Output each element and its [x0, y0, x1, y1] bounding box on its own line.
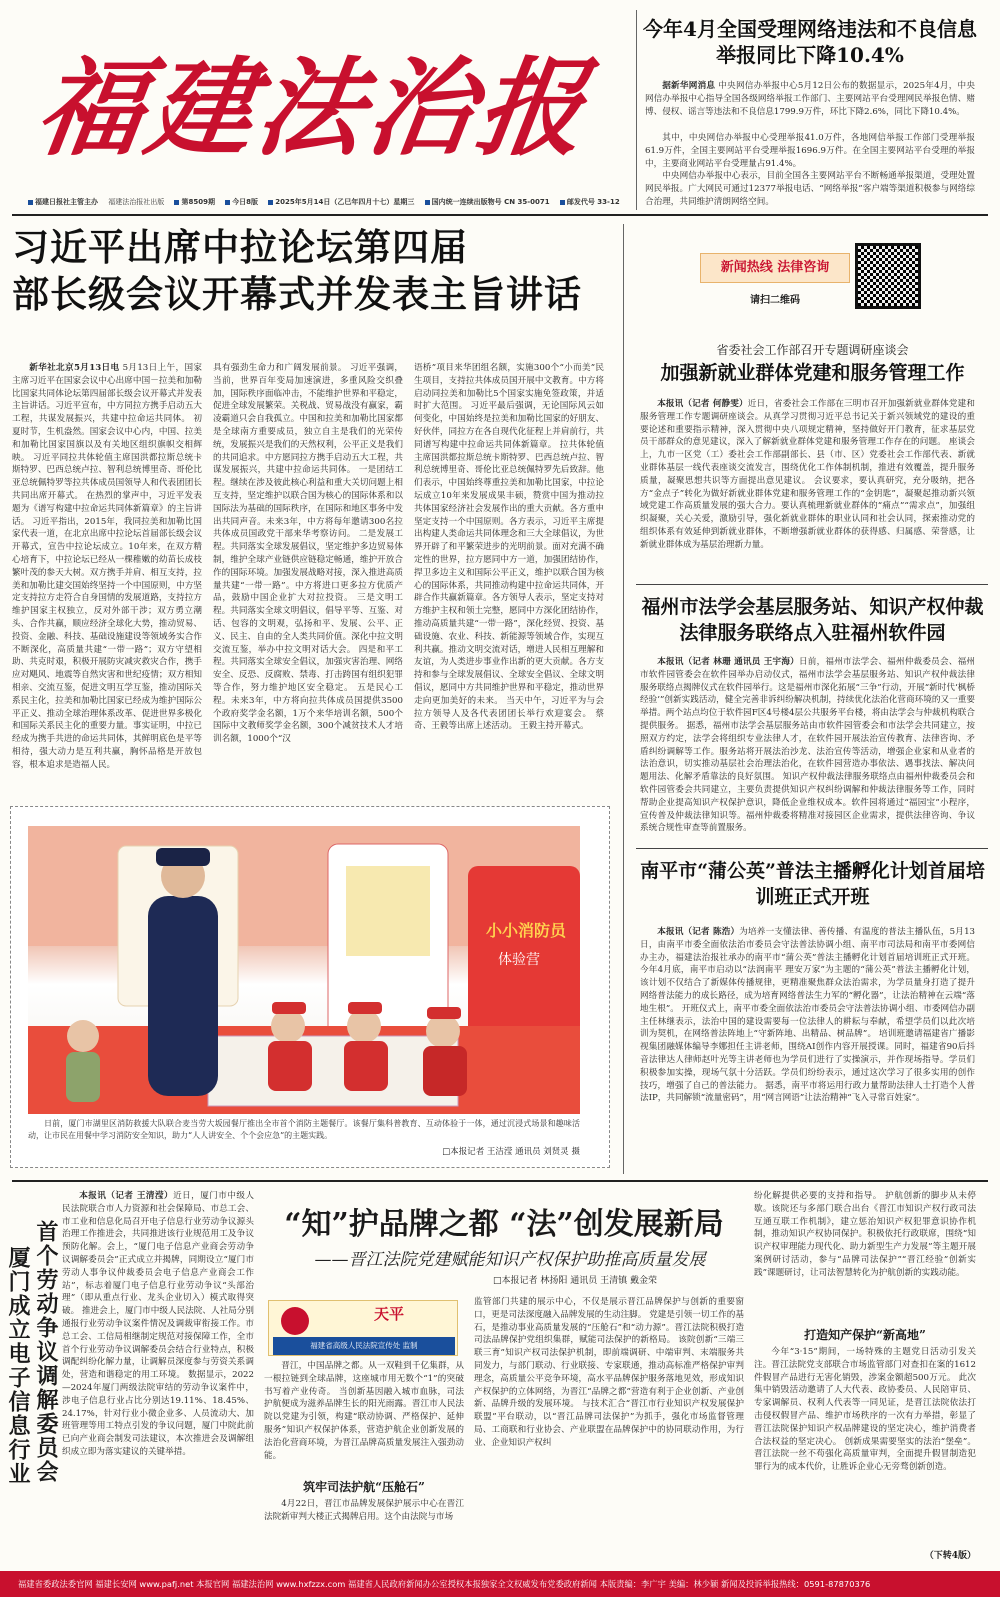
meta-item: 今日8版 [225, 198, 258, 206]
photo-credit: □本报记者 王洁滢 通讯员 刘贤灵 摄 [442, 1147, 580, 1157]
bottom-left-title-col1: 首个劳动争议调解委员会 [33, 1220, 59, 1484]
photo-caption: 日前，厦门市湖里区消防救援大队联合麦当劳大坂园餐厅推出全市首个消防主题餐厅。该餐厅集科普教育、互动体验于一体，通过沉浸式场景和趣味活动，让市民在用餐中学习消防安全知识，助力“人人讲安全、个个会应急”的主题实践。 [28, 1119, 580, 1140]
column-divider [623, 224, 624, 1174]
story-a-title: 加强新就业群体党建和服务管理工作 [660, 362, 965, 384]
court-logo-text: 天平 [373, 1305, 404, 1323]
meta-item: 第8509期 [174, 198, 214, 206]
top-story-title: 今年4月全国受理网络违法和不良信息举报同比下降10.4% [643, 17, 977, 67]
photo-illustration [28, 826, 580, 1114]
lead-story-col2: 具有强劲生命力和广阔发展前景。 习近平强调，当前，世界百年变局加速演进，多重风险交织叠加，国际秩序面临冲击，不能维护世界和平稳定，促进全球发展繁荣。关税战、贸易战没有赢家，霸凌霸道只会自我孤立。中国和拉美和加勒比国家都是全球南方重要成员，独立自主是我们的光荣传统，发展振兴是我们的天然权利，公平正义是我们的共同追求。中方愿同拉方携手启动五大工程，共谋发展振兴，共建中拉命运共同体。 一是团结工程。继续在涉及彼此核心利益和重大关切问题上相互支持，坚定维护以联合国为核心的国际体系和以国际法为基础的国际秩序，在国际和地区事务中发出共同声音。未来3年，中方将每年邀请300名拉共体成员国政党干部来华考察访问。 二是发展工程。共同落实全球发展倡议，坚定维护多边贸易体制，维护全球产业链供应链稳定畅通，维护开放合作的国际环境。加强发展战略对接，深入推进高质量共建“一带一路”。中方将进口更多拉方优质产品，鼓励中国企业扩大对拉投资。 三是文明工程。共同落实全球文明倡议，倡导平等、互鉴、对话、包容的文明观，弘扬和平、发展、公平、正义、民主、自由的全人类共同价值。深化中拉文明交流互鉴，举办中拉文明对话大会。 四是和平工程。共同落实全球安全倡议，加强灾害治理、网络安全、反恐、反腐败、禁毒、打击跨国有组织犯罪等合作，努力维护地区安全稳定。 五是民心工程。未来3年，中方将向拉共体成员国提供3500个政府奖学金名额，1万个来华培训名额，500个国际中文教师奖学金名额，300个减贫技术人才培训名额，1000个“汉 [213, 363, 403, 745]
masthead-meta-bar [28, 197, 628, 211]
feature-subhead2: 打造知产保护“新高地” [804, 1328, 926, 1342]
bottom-left-body: 本报讯（记者 王清滢）近日，厦门市中级人民法院联合市人力资源和社会保障局、市总工会、市工业和信息化局召开电子信息行业劳动争议源头治理工作推进会，共同推进该行业规范用工及争议预防化解。会上，“厦门电子信息产业商会劳动争议调解委员会”正式成立并揭牌，同期设立“厦门市劳动人事争议仲裁委员会电子信息产业商会工作站”，标志着厦门电子信息行业劳动争议“头部治理”（即从重点行业、龙头企业切入）模式取得突破。 推进会上，厦门市中级人民法院、人社局分别通报行业劳动争议案件情况及调裁审衔接工作。市总工会、工信局相继制定规范对接保障工作，全市首个行业劳动争议调解委员会结合行业特点，积极调配纠纷化解力量，让调解员深度参与劳资关系调处，营造和谐稳定的用工环境。 数据显示，2022—2024年厦门两级法院审结的劳动争议案件中，涉电子信息行业占比分别达19.11%、18.45%、24.17%，针对行业小微企业多、人员流动大、加班管理等用工特点引发的争议问题，厦门中院此前已向产业商会制发司法建议，本次推进会及调解组织成立即为落实建议的关键举措。 [62, 1191, 254, 1457]
story-divider [636, 848, 988, 849]
feature-subtitle: ——晋江法院党建赋能知识产权保护助推高质量发展 [314, 1250, 706, 1270]
masthead-divider [12, 214, 988, 216]
story-c-body: 本报讯（记者 陈浩）为培养一支懂法律、善传播、有温度的普法主播队伍，5月13日，由南平市委全面依法治市委员会守法普法协调小组、南平市司法局和南平市委网信办主办，福建法治报社承办的南平市“蒲公英”普法主播孵化计划首届培训班正式开班。 今年4月底，南平市启动以“法润南平 理安万家”为主题的“蒲公英”普法主播孵化计划，该计划不仅结合了新媒体传播规律，更精准聚焦群众法治需求，为学员量身打造了提升网络普法能力的成长路径，成为培育网络普法生力军的“孵化器”，让法治精神在云端“落地生根”。 开班仪式上，南平市委全面依法治市委员会守法普法协调小组、市委网信办副主任林继表示，法治中国的建设需要每一位法律人的耕耘与奉献，希望学员们以此次培训为契机，在网络普法阵地上“守新阵地、出精品、树品牌”。 培训班邀请福建省广播影视集团融媒体编导李娜担任主讲老师，围绕AI创作内容开展授课。同时，福建省90后抖音法律达人律师赵叶光等主讲老师也为学员们进行了实操演示，并作现场指导。学员们积极参加实操，现场气氛十分活跃。学员们纷纷表示，通过这次学习了很多实用的创作技巧，增强了自己的普法能力。 据悉，南平市将运用行政力量帮助法律人士打造个人普法IP，共同解锁“流量密码”，用“网言网语”让法治精神“飞入寻常百姓家”。 [640, 927, 975, 1104]
column-divider [636, 10, 637, 210]
top-story-p2: 其中，中央网信办举报中心受理举报41.0万件，各地网信举报工作部门受理举报61.9万件，全国主要网站平台受理举报1696.9万件。在全国主要网站平台受理的举报中，主要商业网站平台受理量占91.4%。 [645, 133, 975, 169]
feature-byline: □本报记者 林扬阳 通讯员 王清镇 戴金荣 [493, 1276, 657, 1286]
masthead-logo [29, 28, 628, 193]
page-headline [12, 224, 612, 318]
top-story-lead: 据新华网消息 [662, 81, 716, 91]
feature-col1-top: 晋江，中国品牌之都。从一双鞋到千亿集群，从一根拉链到全球品牌，这座城市用无数个“1”的突破书写着产业传奇。 当创新基因融入城市血脉，司法护航便成为滋养品牌生长的阳光雨露。晋江市人民法院以党建为引领，构建“联动协调、严格保护、延伸服务”知识产权保护体系，营造护航企业创新发展的法治化营商环境，为晋江品牌高质量发展注入强劲动能。 [264, 1361, 464, 1461]
feature-col2: 监管部门共建的展示中心，不仅是展示晋江品牌保护与创新的重要窗口，更是司法深度融入品牌发展的生动注脚。 党建是引领一切工作的基石，是推动事业高质量发展的“压舱石”和“动力源”。晋江法院积极打造司法品牌保护党组织集群，赋能司法保护的新格局。 该院创新“三端三联三育”知识产权司法保护机制，即前端调研、中端审判、末端服务共同发力，与部门联动、行业联接、专家联通，推动高标准严格保护审判理念，高质量公平竞争环境，高水平品牌保护服务落地见效，形成知识产权保护的立体网络，为晋江“品牌之都”营造有利于企业创新、产业创新、品牌升级的发展环境。 与技术汇合“晋江市行业知识产权发展保护联盟”平台联动，以“晋江品牌司法保护”为抓手，强化市场监督管理局、工商联和行业协会、产业联盟在品牌保护中的协同联动作用，为行业、企业知识产权纠 [474, 1297, 744, 1448]
top-story-body: 据新华网消息 中央网信办举报中心5月12日公布的数据显示，2025年4月，中央网信办举报中心指导全国各级网络举报工作部门、主要网站平台受理网民举报色情、赌博、侵权、谣言等违法和不良信息1799.9万件，环比下降2.6%，同比下降10.4%。 其中，中央网信办举报中心受理举报41.0万件，各地网信举报工作部门受理举报61.9万件，全国主要网站平台受理举报1696.9万件。在全国主要网站平台受理的举报中，主要商业网站平台受理量占91.4%。 中央网信办举报中心表示，目前全国各主要网站平台不断畅通举报渠道，受理处置网民举报。广大网民可通过12377举报电话、“网络举报”客户端等渠道积极参与网络综合治理，共同维护清朗网络空间。 [645, 81, 975, 207]
photo-sign-text: 小小消防员 [486, 921, 567, 940]
story-b-body: 本报讯（记者 林珊 通讯员 王宇海）日前，福州市法学会、福州仲裁委员会、福州市软件园管委会在软件园举办启动仪式，福州市法学会基层服务站、知识产权仲裁法律服务联络点揭牌仪式在软件园举行。这是福州市深化拓展“三争”行动，开展“新时代‘枫桥经验’”创新实践活动，健全完善非诉纠纷解决机制，持续优化法治化营商环境的又一重要举措。两个站点均位于软件园F区4号楼4层公共服务平台楼，将由法学会与仲裁机构联合提供服务。 据悉，福州市法学会基层服务站由市软件园管委会和市法学会共同建立，按照双方约定，法学会将组织专业法律人才，在软件园开展法治宣传教育、法律咨询、矛盾纠纷调解等工作。服务站将开展法治沙龙、法治宣传等活动，增强企业家和从业者的法治意识，切实推动基层社会治理法治化，在软件园营造办事依法、遇事找法、解决问题用法、化解矛盾靠法的良好氛围。 知识产权仲裁法律服务联络点由福州仲裁委员会和软件园管委会共同建立，主要负责提供知识产权纠纷调解和仲裁法律服务等工作，同时帮助企业提高知识产权保护意识，降低企业维权成本。软件园将通过“福园宝”小程序，宣传普及仲裁法律知识等。福州仲裁委将精准对接园区企业需求，提供法律咨询、争议系统合规性审查等前置服务。 [640, 657, 975, 834]
meta-item: 福建日报社主管主办 [28, 198, 98, 206]
hotline-label: 新闻热线 法律咨询 [720, 260, 830, 275]
story-b-title: 福州市法学会基层服务站、知识产权仲裁法律服务联络点入驻福州软件园 [641, 596, 984, 644]
masthead-name: 福建法治报 [29, 45, 597, 170]
section-divider [12, 1180, 988, 1182]
hotline-sub: 请扫二维码 [750, 295, 800, 306]
footer-bar[interactable]: 福建省委政法委官网 福建长安网 www.pafj.net 本报官网 福建法治网 www.hxfzzx.com 福建省人民政府新闻办公室授权本报独家全文权威发布党委政府新闻 本版责编：李广宇 美编：林少颖 新闻及投诉举报热线：0591-87870376 [0, 1571, 1000, 1597]
story-a-body: 本报讯（记者 何静雯）近日，省委社会工作部在三明市召开加强新就业群体党建和服务管理工作专题调研座谈会。从真学习贯彻习近平总书记关于新兴领域党的建设的重要论述和重要指示精神，深入贯彻中央八项规定精神，坚持做好开门教育，征求基层党员干部群众的意见建议，深入了解新就业群体党建和服务管理工作存在的问题。 座谈会上，九市一区党（工）委社会工作部副部长、县（市、区）党委社会工作部代表、新就业群体基层一线代表座谈交流发言，围绕优化工作体制机制，推进有效覆盖，提升服务质量，凝聚思想共识等方面提出意见建议。 会议要求，要认真研究，充分吸纳，把各方“金点子”转化为做好新就业群体党建和服务管理工作的“金钥匙”，凝聚起推动新兴领域党建工作高质量发展的强大合力。要认真梳理新就业群体的“痛点”“需求点”，加强组织凝聚，关心关爱，激励引导，强化新就业群体的职业认同和社会认同，探索推动党的组织体系有效延伸到新就业群体，不断增强新就业群体的获得感、归属感、荣誉感，让新就业群体成为基层治理新力量。 [640, 399, 975, 550]
court-logo [268, 1300, 458, 1356]
meta-item: 国内统一连续出版物号 CN 35-0071 [425, 198, 550, 206]
feature-col3-top: 纷化解提供必要的支持和指导。 护航创新的脚步从未停歇。该院还与多部门联合出台《晋江市知识产权行政司法互通互联工作机制》，建立惩治知识产权犯罪意识协作机制，推动知识产权协同保护。积极依托行政联席，围绕“知识产权审理能力现代化、助力新型生产力发展”等主题开展案例研讨活动，参与“品牌司法保护”“晋江经验”创新实践”课题研讨，让司法智慧转化为护航创新的实践动能。 [754, 1191, 976, 1278]
headline-line1: 习近平出席中拉论坛第四届 [12, 225, 468, 269]
feature-col1-bottom: 4月22日，晋江市品牌发展保护展示中心在晋江法院新审判大楼正式揭牌启用。这个由法院与市场 [264, 1499, 464, 1522]
feature-col3-bottom: 今年“3·15”期间，一场特殊的主题党日活动引发关注。晋江法院党支部联合市场监管部门对查扣在案的1612件假冒产品进行无害化销毁，涉案金额超500万元。 此次集中销毁活动邀请了人大代表、政协委员、人民陪审员、专家调解员、权利人代表等一同见证，是晋江法院依法打击侵权假冒产品、维护市场秩序的一次有力举措，彰显了晋江法院保护知识产权品牌建设的坚定决心，维护消费者合法权益的坚定决心。 创新成果需要坚实的法治“堡垒”。晋江法院一丝不苟强化高质量审判，全面提升假冒制造犯罪行为的成本代价，让胜诉企业心无旁骛创新创造。 [754, 1347, 976, 1473]
bottom-left-title-col2: 厦门成立电子信息行业 [5, 1246, 31, 1486]
scales-icon [281, 1307, 309, 1335]
lead-story-col3: 语桥”项目来华团组名额，实施300个“小而美”民生项目，支持拉共体成员国开展中文教育。中方将启动同拉美和加勒比5个国家实施免签政策，并适时扩大范围。 习近平最后强调，无论国际风云如何变化，中国始终是拉美和加勒比国家的好朋友、好伙伴，同拉方在各自现代化征程上并肩前行，共同谱写构建中拉命运共同体新篇章。 拉共体轮值主席国洪都拉斯总统卡斯特罗、巴西总统卢拉、智利总统博里奇、哥伦比亚总统佩特罗先后致辞。他们表示，中国始终尊重拉美和加勒比国家，中拉论坛成立10年来发展成果丰硕，赞赏中国为推动拉共体国家经济社会发展作出的重大贡献。各方重申坚定支持一个中国原则。各方表示，习近平主席提出构建人类命运共同体理念和三大全球倡议，为世界开辟了和平繁荣进步的光明前景。面对充满不确定性的世界，拉方愿同中方一道，加强团结协作，捍卫多边主义和国际公平正义，维护以联合国为核心的国际体系，共同推动构建中拉命运共同体，开辟合作共赢新篇章。各方领导人表示，坚定支持对方维护主权和领土完整，愿同中方深化团结协作，推动高质量共建“一带一路”，深化经贸、投资、基础设施、农业、科技、新能源等领域合作，实现互利共赢。推动文明交流对话，增进人民相互理解和友谊，为人类进步事业作出新的更大贡献。各方支持和参与全球发展倡议、全球安全倡议、全球文明倡议，愿同中方共同维护世界和平稳定，推动世界走向更加美好的未来。 当天中午，习近平为与会拉方领导人及各代表团团长举行欢迎宴会。 蔡奇、王毅等出席上述活动。 王毅主持开幕式。 [414, 363, 604, 732]
lead-story-col1: 新华社北京5月13日电 5月13日上午，国家主席习近平在国家会议中心出席中国－拉美和加勒比国家共同体论坛第四届部长级会议开幕式并发表主旨讲话。习近平宣布，中方同拉方携手启动五大工程，共谋发展振兴，共建中拉命运共同体。 初夏时节，生机盎然。国家会议中心内，中国、拉美和加勒比国家国旗以及有关地区组织旗帜交相辉映。 习近平同拉共体轮值主席国洪都拉斯总统卡斯特罗、巴西总统卢拉、智利总统博里奇、哥伦比亚总统佩特罗等拉共体成员国领导人和代表团团长共同出席开幕式。 在热烈的掌声中，习近平发表题为《谱写构建中拉命运共同体新篇章》的主旨讲话。 习近平指出，2015年，我同拉美和加勒比国家代表一道，在北京出席中拉论坛首届部长级会议开幕式，宣告中拉论坛成立。10年来，在双方精心培育下，中拉论坛已经从一棵稚嫩的幼苗长成枝繁叶茂的参天大树。双方携手并肩、相互支持，拉美和加勒比建交国始终坚持一个中国原则，中方坚定支持拉方走符合自身国情的发展道路，支持拉方维护国家主权独立，反对外部干涉；双方勇立潮头、合作共赢，顺应经济全球化大势，推动贸易、投资、金融、科技、基础设施建设等领域务实合作不断深化，高质量共建“一带一路”；双方守望相助、共克时艰，积极开展防灾减灾救灾合作，携手应对飓风、地震等自然灾害和世纪疫情；双方相知相亲、交流互鉴，促进文明互学互鉴，推动国际关系民主化，拉美和加勒比国家已经成为维护国际公平正义、推动全球治理体系改革、促进世界多极化和国际关系民主化的重要力量。事实证明，中拉已经成为携手共进的命运共同体，其鲜明底色是平等相待，强大动力是互利共赢，胸怀品格是开放包容，根本追求是造福人民。 [12, 363, 202, 770]
feature-title: “知”护品牌之都 “法”创发展新局 [284, 1207, 724, 1242]
hotline-ad[interactable] [700, 243, 920, 313]
news-photo[interactable] [28, 826, 580, 1114]
continued-note: （下转4版） [924, 1551, 976, 1561]
top-story-p3: 中央网信办举报中心表示，目前全国各主要网站平台不断畅通举报渠道，受理处置网民举报。广大网民可通过12377举报电话、“网络举报”客户端等渠道积极参与网络综合治理，共同维护清朗网络空间。 [645, 171, 975, 207]
story-divider [636, 584, 988, 585]
qr-code-icon[interactable] [855, 243, 921, 309]
meta-item: 2025年5月14日（乙巳年四月十七）星期三 [268, 198, 414, 206]
story-c-title: 南平市“蒲公英”普法主播孵化计划首届培训班正式开班 [640, 860, 985, 908]
story-a-kicker: 省委社会工作部召开专题调研座谈会 [716, 343, 909, 357]
bottom-left-title [4, 1220, 58, 1520]
court-logo-sub: 福建省高级人民法院宣传处 监制 [273, 1337, 455, 1355]
meta-item: 邮发代号 33-12 [560, 198, 620, 206]
photo-sign-text: 体验营 [498, 952, 540, 968]
meta-item: 福建法治报社出版 [108, 198, 165, 206]
headline-line2: 部长级会议开幕式并发表主旨讲话 [12, 272, 582, 316]
feature-subhead: 筑牢司法护航“压舱石” [303, 1480, 425, 1494]
